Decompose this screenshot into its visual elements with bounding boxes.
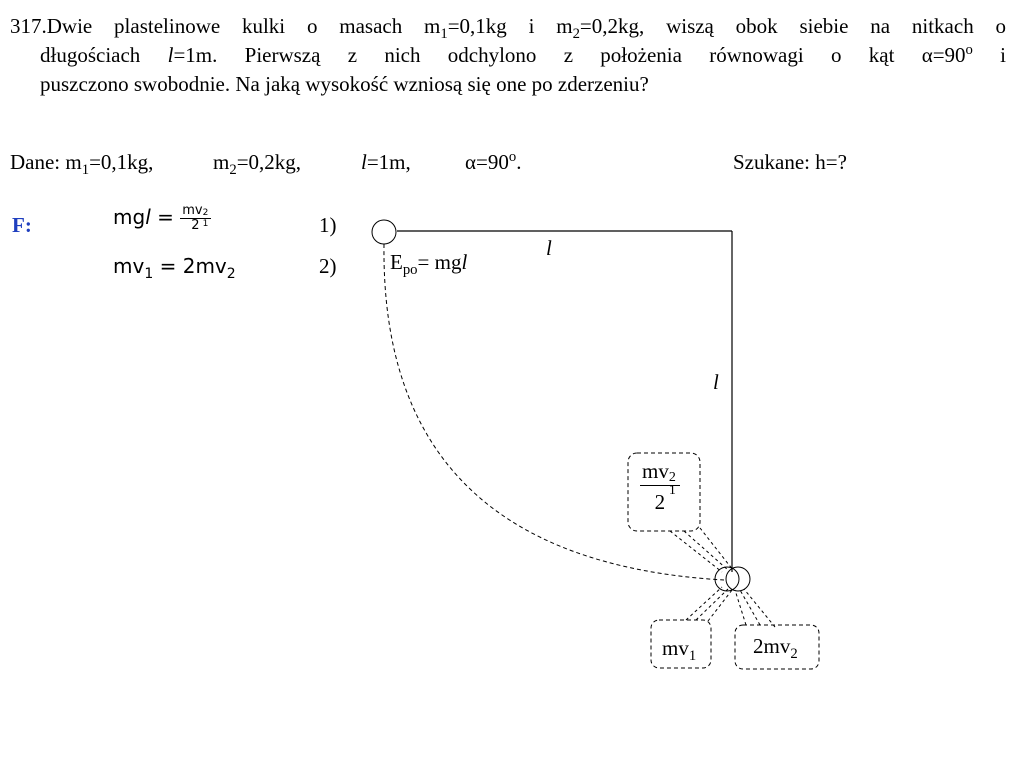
length-symbol: l: [461, 250, 468, 274]
problem-text: i: [972, 43, 1007, 67]
given-value: .: [516, 150, 522, 174]
subscript: 2: [572, 26, 580, 43]
subscript: 1: [668, 483, 676, 498]
ball-2-collision: [726, 567, 750, 591]
kinetic-energy-fraction: [640, 459, 680, 516]
degree-mark: o: [508, 149, 517, 165]
equation-1-number: 1): [319, 213, 337, 237]
problem-text: =1m. Pierwszą z nich odchylono z położenia równowagi o kąt: [173, 43, 922, 67]
given-value: =0,2kg,: [236, 150, 302, 174]
alpha-symbol: α: [465, 150, 477, 174]
fraction-numerator: [640, 459, 680, 498]
problem-text: długościach: [40, 43, 168, 67]
subscript: 1: [81, 162, 90, 179]
subscript: 1: [202, 219, 209, 229]
eq-text: = 2mv: [153, 254, 227, 278]
eq-text: mg: [113, 205, 146, 229]
subscript: po: [402, 262, 418, 279]
length-symbol: l: [145, 205, 151, 229]
subscript: 1: [688, 648, 697, 665]
given-symbol: m: [213, 150, 230, 174]
subscript: 1: [144, 266, 154, 282]
length-label-right: l: [713, 370, 719, 394]
problem-text: =0,2kg, wiszą obok siebie na nitkach o: [579, 14, 1006, 38]
fraction: [640, 459, 680, 516]
label-text: mv: [662, 636, 689, 660]
ball-1-initial: [372, 220, 396, 244]
length-symbol: l: [361, 150, 367, 174]
swing-path: [384, 244, 724, 580]
given-label: Dane: m: [10, 150, 82, 174]
given-value: =0,1kg,: [89, 150, 154, 174]
label-text: mv: [642, 459, 669, 483]
eq-text: mv: [113, 254, 145, 278]
fraction-denominator: 2: [654, 490, 666, 514]
given-value: =1m,: [366, 150, 411, 174]
sought-value: Szukane: h=?: [733, 150, 847, 174]
superscript: 2: [202, 208, 209, 218]
degree-mark: o: [965, 42, 973, 58]
label-text: E: [390, 250, 403, 274]
callout-pointers: [670, 528, 775, 627]
problem-text: =90: [932, 43, 966, 67]
given-value: =90: [476, 150, 509, 174]
label-text: 2mv: [753, 634, 791, 658]
subscript: 1: [440, 26, 448, 43]
superscript: 2: [668, 470, 676, 485]
equation-2-number: 2): [319, 254, 337, 278]
problem-text: =0,1kg i m: [447, 14, 573, 38]
eq-text: mv: [182, 203, 203, 218]
subscript: 2: [790, 646, 798, 663]
problem-line-3: puszczono swobodnie. Na jaką wysokość wzniosą się one po zderzeniu?: [40, 72, 649, 96]
momentum-2-label: [753, 634, 798, 663]
length-label-top: l: [546, 236, 552, 260]
alpha-symbol: α: [921, 43, 933, 67]
subscript: 2: [229, 162, 237, 179]
formulas-label: F:: [12, 213, 32, 237]
problem-text: 317.Dwie plastelinowe kulki o masach m: [10, 14, 441, 38]
momentum-1-label: [662, 636, 697, 665]
label-text: = mg: [417, 250, 462, 274]
eq-text: =: [150, 205, 181, 229]
ball-1-collision: [715, 567, 739, 591]
potential-energy-label: [390, 250, 468, 279]
length-symbol: l: [167, 43, 174, 67]
subscript: 2: [226, 266, 236, 282]
fraction-denominator: 2: [191, 218, 200, 233]
